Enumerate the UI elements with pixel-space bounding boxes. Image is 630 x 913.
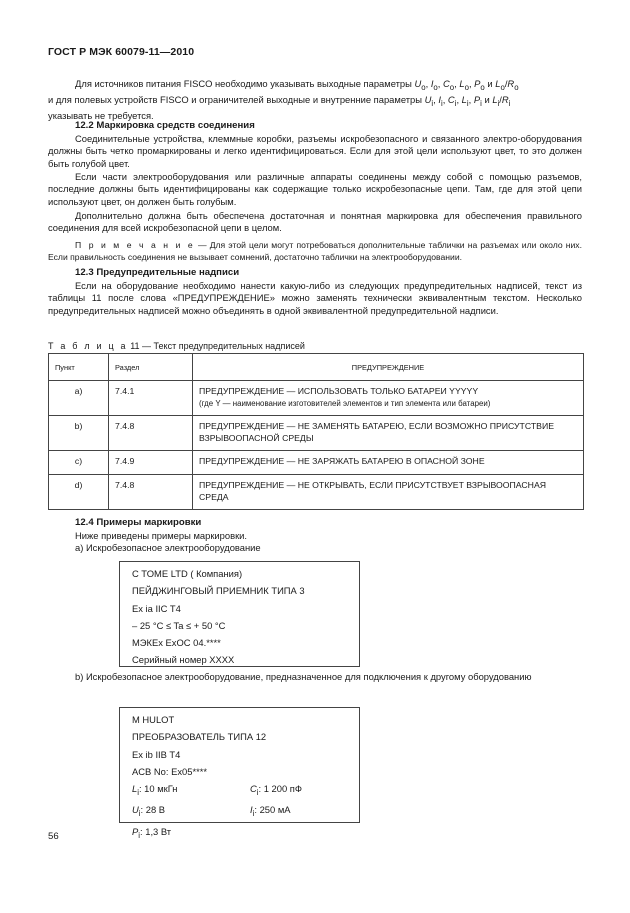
section-12-2-note [48,240,582,263]
fisco-line-1: Для источников питания FISCO необходимо указывать выходные параметры $U_o$, $I_o$, $C_o$, $L_o$, $P_o$ и $L_o/R_o$ [75,78,519,92]
table-row [49,416,584,451]
section-12-2-title: 12.2 Маркировка средств соединения [75,120,255,131]
param-ii [250,801,291,822]
param-value: : 28 В [140,804,166,816]
fisco-line-2-text: и для полевых устройств FISCO и ограничителей выходные и внутренние параметры [48,94,425,106]
example-b-line: Ex ib IIB T4 [132,748,181,760]
fisco-line-1-text: Для источников питания FISCO необходимо указывать выходные параметры [75,78,415,89]
example-a-line: ПЕЙДЖИНГОВЫЙ ПРИЕМНИК ТИПА 3 [132,585,305,597]
example-b-line: ACB No: Ex05**** [132,765,208,777]
param-ci [250,780,302,801]
param-symbol: C [250,783,257,795]
table-row [49,474,584,509]
section-12-2-p3: Дополнительно должна быть обеспечена достаточная и понятная маркировка для обеспечения правильного соединения для всей искробезопасной цепи в целом. [48,210,582,234]
page-number: 56 [48,831,59,842]
row-item: c) [49,451,109,475]
example-b-box [119,707,360,840]
example-a-line: – 25 °C ≤ Ta ≤ + 50 °C [132,619,226,631]
section-12-3-p1: Если на оборудование необходимо нанести какую-либо из следующих предупредительных надписей, текст из таблицы 11 после слова «ПРЕДУПРЕЖДЕНИЕ» можно заменять технически эквивалентным текстом. Несколько предупредительных надписей можно объединять в одной эквивалентной предупредительной надписи. [48,280,582,316]
note-label: П р и м е ч а н и е [75,240,195,250]
note-text: — Для этой цели могут потребоваться дополнительные таблички на разъемах или около них. Если правильность соединения не вызывает сомнений, достаточно таблички на электрооборудовании. [48,240,582,262]
example-b-line: ПРЕОБРАЗОВАТЕЛЬ ТИПА 12 [132,731,267,743]
param-symbol: P [132,825,139,837]
example-a-box [119,561,360,667]
param-value: : 1 200 пФ [258,783,303,795]
param-subscript: i [137,788,139,798]
row-warning: ПРЕДУПРЕЖДЕНИЕ — НЕ ОТКРЫВАТЬ, ЕСЛИ ПРИСУТСТВУЕТ ВЗРЫВООПАСНАЯ СРЕДА [193,474,584,509]
param-symbol: I [250,804,253,816]
fisco-paragraph [48,78,582,123]
row-section: 7.4.8 [109,474,193,509]
fisco-line-3: указывать не требуется. [48,110,154,122]
param-symbol: L [132,783,138,795]
section-12-4-intro: Ниже приведены примеры маркировки. [75,530,248,541]
param-symbol: U [132,804,139,816]
example-b-param-row [132,801,347,822]
header-item: Пункт [49,354,109,381]
header-section: Раздел [109,354,193,381]
param-subscript: i [138,809,141,819]
row-section: 7.4.1 [109,381,193,416]
param-subscript: i [256,788,259,798]
row-item: d) [49,474,109,509]
example-a-line: Ex ia IIC T4 [132,602,181,614]
param-ui [132,801,250,822]
example-b-label: b) Искробезопасное электрооборудование, предназначенное для подключения к другому оборудованию [75,671,532,682]
row-warning: ПРЕДУПРЕЖДЕНИЕ — НЕ ЗАМЕНЯТЬ БАТАРЕЮ, ЕСЛИ ВОЗМОЖНО ПРИСУТСТВИЕ ВЗРЫВООПАСНОЙ СРЕДЫ [193,416,584,451]
section-12-3-title: 12.3 Предупредительные надписи [75,267,240,278]
param-li [132,780,250,801]
table-row [49,451,584,475]
param-pi [132,823,250,844]
section-12-2-p2: Если части электрооборудования или различные аппараты соединены между собой с помощью разъемов, последние должны быть идентифицированы как содержащие только искробезопасные цепи. Там, где для этой цепи используют цвет, он должен быть голубым. [48,171,582,207]
warnings-table [48,353,584,510]
fisco-line-2: и для полевых устройств FISCO и ограничителей выходные и внутренние параметры $U_i$, $I_i$, $C_i$, $L_i$, $P_i$ и $L_i/R_i$ [48,94,511,109]
example-a-line: МЭКEx ExOC 04.**** [132,637,221,649]
row-item: a) [49,381,109,416]
example-b-param-row [132,823,347,844]
section-12-2-p1: Соединительные устройства, клеммные коробки, разъемы искробезопасного и связанного электро-оборудования должны быть четко промаркированы и легко идентифицироваться. Если для этой цели используют цвет, то это должен быть голубой цвет. [48,133,582,169]
table-caption-label: Т а б л и ц а [48,341,128,351]
row-item: b) [49,416,109,451]
row-warning [193,381,584,416]
fisco-line-1-end: и [484,78,496,89]
table-header-row [49,354,584,381]
row-warning-subtext: (где Y — наименование изготовителей элементов и тип элемента или батареи) [199,398,491,408]
example-b-param-row [132,780,347,801]
example-b-line: M HULOT [132,714,175,725]
table-caption-text: 11 — Текст предупредительных надписей [127,341,305,351]
table-caption [48,341,305,351]
param-subscript: i [138,830,141,840]
document-header: ГОСТ Р МЭК 60079-11—2010 [48,46,195,58]
section-12-4-title: 12.4 Примеры маркировки [75,517,202,528]
row-warning-text: ПРЕДУПРЕЖДЕНИЕ — ИСПОЛЬЗОВАТЬ ТОЛЬКО БАТАРЕИ YYYYY [199,386,479,396]
example-a-line: Серийный номер XXXX [132,654,235,666]
row-section: 7.4.9 [109,451,193,475]
param-subscript: i [252,809,255,819]
row-section: 7.4.8 [109,416,193,451]
row-warning: ПРЕДУПРЕЖДЕНИЕ — НЕ ЗАРЯЖАТЬ БАТАРЕЮ В ОПАСНОЙ ЗОНЕ [193,451,584,475]
param-value: : 250 мА [254,804,291,816]
example-a-line: C TOME LTD ( Компания) [132,568,243,579]
example-a-label: a) Искробезопасное электрооборудование [75,542,261,553]
header-warning: ПРЕДУПРЕЖДЕНИЕ [193,354,584,381]
param-value: : 10 мкГн [138,783,178,795]
param-value: : 1,3 Вт [140,825,172,837]
table-row [49,381,584,416]
